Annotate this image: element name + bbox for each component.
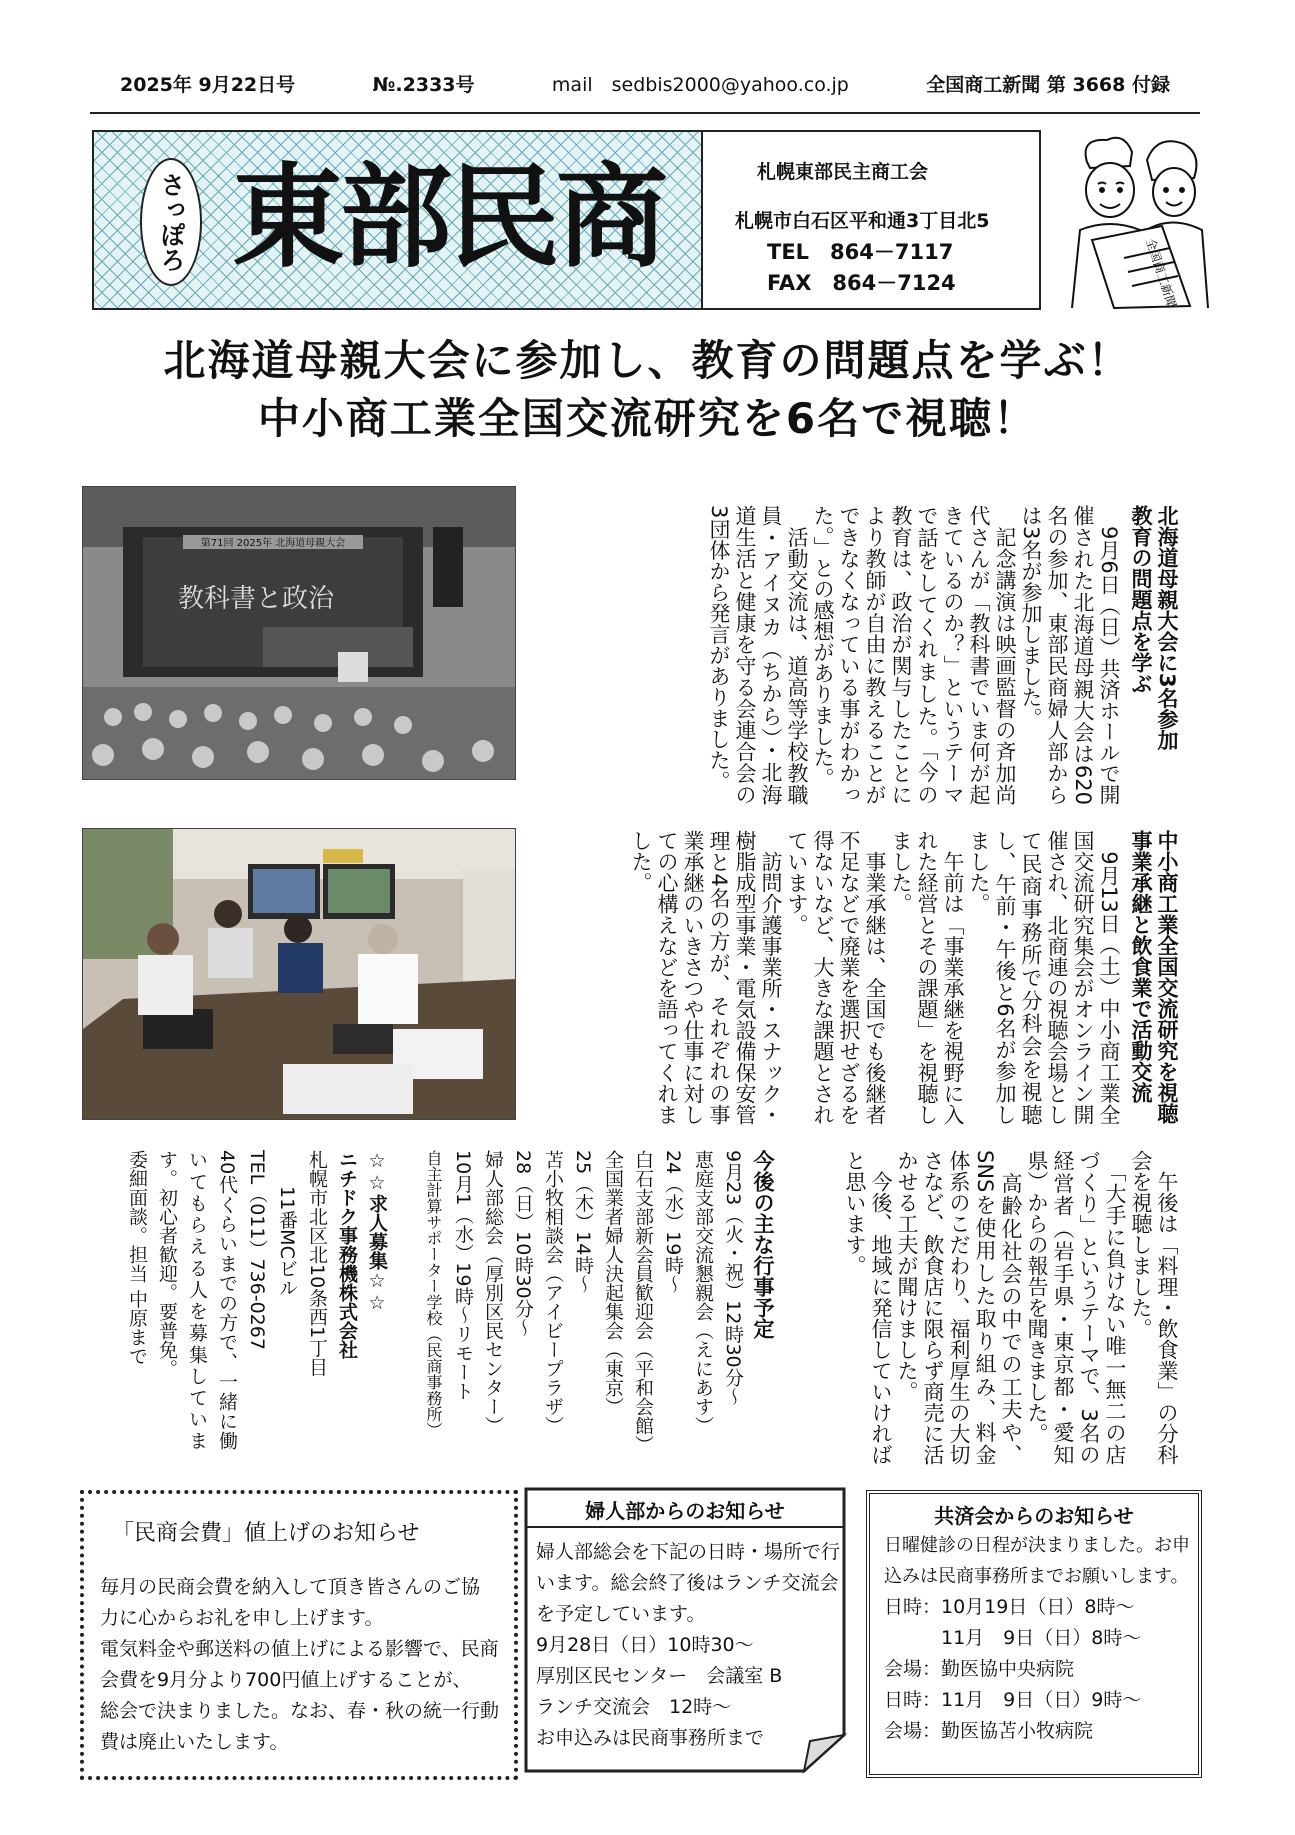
schedule-item: 白石支部新会員歓迎会（平和会館） <box>632 1150 654 1454</box>
article2-heading-2: 事業承継と飲食業で活動交流 <box>1129 830 1153 1103</box>
notice-women-line: 婦人部総会を下記の日時・場所で行 <box>536 1541 841 1563</box>
notice-kyosai-title: 共済会からのお知らせ <box>934 1504 1134 1528</box>
mascot-illustration <box>1062 130 1212 310</box>
notice-fee-line: 力に心からお礼を申し上げます。 <box>100 1607 384 1629</box>
notice-fee-line: 総会で決まりました。なお、春・秋の統一行動 <box>100 1700 500 1722</box>
schedule-item: 恵庭支部交流懇親会（えにあす） <box>692 1150 714 1435</box>
photo-slide-text: 教科書と政治 <box>178 584 335 614</box>
org-name: 札幌東部民主商工会 <box>757 161 929 183</box>
notice-mutual-aid <box>866 1490 1202 1778</box>
notice-kyosai-line: 会場：勤医協苫小牧病院 <box>884 1720 1094 1742</box>
issue-date: 2025年 9月22日号 <box>120 74 296 96</box>
schedule-item: 全国業者婦人決起集会（東京） <box>602 1150 624 1416</box>
masthead-oval: さっぽろ <box>140 158 202 286</box>
notice-kyosai-line: 日曜健診の日程が決まりました。お申 <box>884 1535 1190 1556</box>
org-address: 札幌市白石区平和通3丁目北5 <box>735 210 990 232</box>
job-tel: TEL（011）736-0267 <box>246 1150 268 1350</box>
photo-online-study-session <box>82 828 516 1120</box>
notice-kyosai-line: 日時：10月19日（日）8時～ <box>884 1596 1135 1618</box>
masthead-info <box>701 130 1041 310</box>
notice-women-line: 厚別区民センター 会議室 B <box>536 1665 783 1687</box>
headline-line-1: 北海道母親大会に参加し、教育の問題点を学ぶ！ <box>163 336 1132 385</box>
notice-women-title: 婦人部からのお知らせ <box>585 1499 785 1523</box>
job-address-2: 11番MCビル <box>276 1186 298 1297</box>
notice-fee-line: 毎月の民商会費を納入して頂き皆さんのご協 <box>100 1576 481 1598</box>
schedule-item: 婦人部総会（厚別区民センター） <box>482 1150 504 1435</box>
notice-women-line: います。総会終了後はランチ交流会 <box>536 1572 839 1594</box>
job-contact: 委細面談。担当 中原まで <box>126 1150 148 1366</box>
schedule-item: 28（日）10時30分～ <box>512 1150 534 1337</box>
job-posting <box>92 1150 392 1450</box>
job-address-1: 札幌市北区北10条西1丁目 <box>306 1150 328 1377</box>
photo-banner-text: 第71回 2025年 北海道母親大会 <box>200 538 346 549</box>
schedule-item: 9月23（火・祝）12時30分～ <box>722 1150 744 1406</box>
notice-women-line: を予定しています。 <box>536 1603 706 1625</box>
event-schedule <box>418 1150 778 1454</box>
article2-heading-1: 中小商工業全国交流研究を視聴 <box>1155 830 1179 1124</box>
notice-women-line: ランチ交流会 12時～ <box>536 1696 732 1718</box>
masthead-logo: 東部民商 <box>232 153 664 283</box>
notice-kyosai-line: 会場：勤医協中央病院 <box>884 1658 1075 1680</box>
schedule-title: 今後の主な行事予定 <box>751 1150 775 1339</box>
job-title: ☆☆求人募集☆☆ <box>366 1150 388 1314</box>
header-rule <box>90 112 1200 114</box>
article2-paragraph-8: 今後、地域に発信していければと思います。 <box>843 1150 893 1465</box>
notice-womens-division <box>522 1485 854 1775</box>
contact-mail: mail sedbis2000@yahoo.co.jp <box>551 74 849 96</box>
article2-paragraph-7: 高齢化社会の中での工夫や、SNSを使用した取り組み、料金体系のこだわり、福利厚生の大切さなど、飲食店に限らず商売に活かせる工夫が聞けました。 <box>895 1150 1023 1465</box>
org-tel: TEL 864－7117 <box>767 240 954 264</box>
mascot-newspaper-title: 全国商工新聞 <box>1143 236 1179 310</box>
notice-kyosai-line: 込みは民商事務所までお願いします。 <box>884 1566 1189 1587</box>
article1-heading-2: 教育の問題点を学ぶ <box>1129 505 1153 694</box>
article1-paragraph-3: 活動交流は、道高等学校教職員・アイヌカ（ちから）・北海道生活と健康を守る会連合会の3団体から発言がありました。 <box>707 505 809 805</box>
headline-line-2: 中小商工業全国交流研究を6名で視聴！ <box>257 394 1038 443</box>
article-national-study-continued <box>826 1150 1180 1465</box>
issue-number: №.2333号 <box>372 74 475 96</box>
photo-mothers-convention <box>82 486 516 780</box>
schedule-item: 苫小牧相談会（アイビープラザ） <box>542 1150 564 1435</box>
article1-paragraph-2: 記念講演は映画監督の斉加尚代さんが「教科書でいま何が起きているのか？」というテーマで話をしてくれました。「今の教育は、政治が関与したことにより教師が自由に教えることができなくなっている事がわかった。」との感想がありました。 <box>811 505 1017 805</box>
article2-paragraph-1: 9月13日（土）中小商工業全国交流研究集会がオンライン開催され、北商連の視聴会場として民商事務所で分科会を視聴し、午前・午後と6名が参加しました。 <box>967 830 1121 1125</box>
article-national-study-upper <box>536 830 1180 1125</box>
schedule-item: 自主計算サポーター学校（民商事務所） <box>424 1150 443 1438</box>
notice-women-line: お申込みは民商事務所まで <box>536 1727 765 1749</box>
org-fax: FAX 864－7124 <box>767 271 956 295</box>
job-company: ニチドク事務機株式会社 <box>336 1150 358 1359</box>
notice-membership-fee <box>80 1490 518 1780</box>
article1-heading-1: 北海道母親大会に3名参加 <box>1155 505 1179 751</box>
notice-fee-line: 会費を9月分より700円値上げすることが、 <box>100 1669 472 1691</box>
main-headline <box>0 332 1295 448</box>
article2-paragraph-3: 事業承継は、全国でも後継者不足などで廃業を選択せざるを得ないなど、大きな課題とされています。 <box>785 830 887 1125</box>
notice-fee-line: 費は廃止いたします。 <box>100 1731 289 1753</box>
supplement-note: 全国商工新聞 第 3668 付録 <box>926 74 1170 96</box>
issue-header <box>120 70 1170 97</box>
job-description: 40代くらいまでの方で、一緒に働いてもらえる人を募集しています。初心者歓迎。要普免。 <box>156 1150 238 1450</box>
notice-fee-line: 電気料金や郵送料の値上げによる影響で、民商 <box>100 1638 499 1660</box>
schedule-item: 25（木）14時～ <box>572 1150 594 1294</box>
schedule-item: 10月1（水）19時～リモート <box>452 1150 474 1401</box>
article2-paragraph-5: 午後は「料理・飲食業」の分科会を視聴しました。 <box>1129 1150 1179 1465</box>
article2-paragraph-6: 「大手に負けない唯一無二の店づくり」というテーマで、3名の経営者（岩手県・東京都・愛知県）からの報告を聞きました。 <box>1025 1150 1127 1465</box>
notice-kyosai-line: 日時：11月 9日（日）9時～ <box>884 1689 1142 1711</box>
notice-fee-title: 「民商会費」値上げのお知らせ <box>112 1521 420 1546</box>
article-mothers-convention <box>540 505 1180 805</box>
article2-paragraph-2: 午前は「事業承継を視野に入れた経営とその課題」を視聴しました。 <box>889 830 965 1125</box>
article2-paragraph-4: 訪問介護事業所・スナック・樹脂成型事業・電気設備保安管理と4名の方が、それぞれの事業承継のいきさつや仕事に対しての心構えなどを語ってくれました。 <box>629 830 783 1125</box>
schedule-item: 24（水）19時～ <box>662 1150 684 1294</box>
notice-women-line: 9月28日（日）10時30～ <box>536 1634 754 1656</box>
article1-paragraph-1: 9月6日（日）共済ホールで開催された北海道母親大会は620名の参加、東部民商婦人部からは3名が参加しました。 <box>1019 505 1121 805</box>
notice-kyosai-line: 11月 9日（日）8時～ <box>884 1627 1142 1649</box>
